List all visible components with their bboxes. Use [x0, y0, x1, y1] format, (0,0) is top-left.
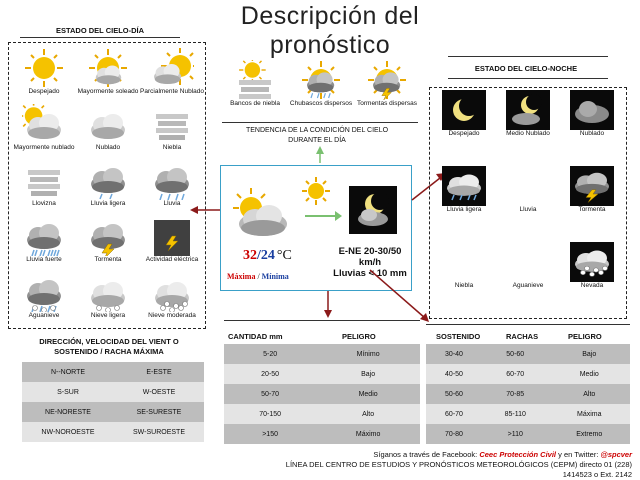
night-snow-icon [570, 242, 614, 282]
day-sky-item-label: Despejado [28, 88, 60, 95]
temp-min: 24 [260, 248, 275, 263]
table-cell: W-OESTE [142, 388, 176, 396]
night-rain-icon [506, 166, 550, 206]
footer-phone-line: LÍNEA DEL CENTRO DE ESTUDIOS Y PRONÓSTICOS METEOROLÓGICOS (CEPM) directo 01 (228) [285, 460, 632, 469]
trend-item-label: Chubascos dispersos [289, 100, 353, 107]
min-label: Mínima [261, 272, 289, 281]
day-sky-item-label: Actividad eléctrica [145, 256, 199, 263]
table-cell: Extremo [576, 430, 603, 438]
night-sky-item-label: Lluvia ligera [446, 206, 482, 213]
table-cell: 70-150 [259, 410, 282, 418]
table-cell: Bajo [582, 350, 597, 358]
trend-item-label: Tormentas dispersas [357, 100, 417, 107]
wind-danger-table [426, 344, 630, 444]
rain-rule [224, 320, 420, 321]
temp-sep: / [257, 248, 261, 263]
table-cell: 20-50 [261, 370, 280, 378]
table-row [426, 424, 630, 444]
day-sky-item-label: Parcialmente Nublado [140, 88, 204, 95]
wind-unit: km/h [358, 257, 382, 268]
table-row [426, 344, 630, 364]
day-sky-item-label: Nublado [95, 144, 121, 151]
day-sky-item-label: Niebla [162, 144, 182, 151]
night-sky-item-label: Lluvia [519, 206, 537, 213]
night-sky-item-label: Nublado [579, 130, 605, 137]
night-sky-item-label: Medio Nublado [506, 130, 550, 137]
night-sky-item [432, 242, 496, 290]
table-cell: Mínimo [356, 350, 380, 358]
rain-col-danger: PELIGRO [342, 332, 376, 341]
table-cell: SE-SURESTE [136, 408, 182, 416]
temp-unit: °C [276, 248, 292, 263]
max-label: Máxima [227, 272, 256, 281]
night-sky-item [560, 166, 624, 214]
day-sky-item-label: Llovizna [32, 200, 56, 207]
table-cell: NE-NORESTE [45, 408, 91, 416]
wind-col-gusts: RACHAS [506, 332, 539, 341]
table-cell: S-SUR [57, 388, 79, 396]
arrow-to-day-head [190, 206, 198, 214]
night-grid [432, 90, 624, 316]
table-cell: 5-20 [263, 350, 278, 358]
table-cell: 50-60 [506, 350, 525, 358]
table-row [224, 364, 420, 384]
table-row [426, 384, 630, 404]
table-cell: 50-60 [445, 390, 463, 398]
table-cell: >150 [262, 430, 278, 438]
wind-dir-header: DIRECCIÓN, VELOCIDAD DEL VIENT O SOSTENIDO / RACHA MÁXIMA [39, 337, 179, 356]
table-cell: Medio [579, 370, 599, 378]
night-sky-item-label: Niebla [454, 282, 474, 289]
page-title: Descripción del pronóstico [240, 2, 420, 59]
night-sky-item [432, 90, 496, 138]
table-row [22, 422, 204, 442]
table-cell: 70-85 [506, 390, 525, 398]
night-storm-icon [570, 166, 614, 206]
rain-line: Lluvias < 10 mm [333, 268, 407, 279]
table-row [224, 404, 420, 424]
night-sky-item [496, 90, 560, 138]
night-cloud-icon [570, 90, 614, 130]
facebook-link[interactable]: Ceec Protección Civil [479, 450, 557, 459]
day-sky-item-label: Tormenta [94, 256, 122, 263]
night-rule-bottom [448, 78, 608, 79]
night-sky-item [560, 90, 624, 138]
night-sky-item [560, 242, 624, 290]
table-row [426, 364, 630, 384]
day-sky-item-label: Nieve ligera [90, 312, 126, 319]
table-cell: Alto [362, 410, 375, 418]
table-cell: 30-40 [445, 350, 463, 358]
night-sky-item-label: Tormenta [578, 206, 606, 213]
table-row [224, 344, 420, 364]
table-cell: N--NORTE [50, 368, 86, 376]
night-sky-item [432, 166, 496, 214]
wind-col-sustained: SOSTENIDO [436, 332, 481, 341]
wind-direction-table [22, 362, 204, 442]
table-cell: E-ESTE [146, 368, 172, 376]
table-cell: Medio [358, 390, 378, 398]
table-cell: 50-70 [261, 390, 280, 398]
night-fog-icon [442, 242, 486, 282]
day-sky-item-label: Lluvia fuerte [26, 256, 62, 263]
table-row [22, 362, 204, 382]
table-cell: Alto [583, 390, 596, 398]
table-row [224, 384, 420, 404]
table-row [22, 402, 204, 422]
table-cell: 70-80 [445, 430, 463, 438]
table-row [426, 404, 630, 424]
day-sky-item-label: Mayormente nublado [13, 144, 75, 151]
day-sky-item-label: Lluvia [163, 200, 181, 207]
table-cell: 60-70 [445, 410, 463, 418]
temp-max: 32 [243, 248, 257, 263]
trend-caption: TENDENCIA DE LA CONDICIÓN DEL CIELO DURANTE EL DÍA [245, 127, 389, 144]
footer-social: Síganos a través de Facebook: Ceec Protección Civil y en Twitter: @spcver [373, 450, 632, 459]
arrow-to-trend-head [316, 146, 324, 154]
table-cell: 85-110 [504, 410, 526, 418]
rain-col-qty: CANTIDAD mm [228, 332, 283, 341]
table-cell: NW-NOROESTE [41, 428, 95, 436]
night-light-rain-icon [442, 166, 486, 206]
night-header: ESTADO DEL CIELO-NOCHE [474, 64, 578, 73]
wind-speed-rule [426, 324, 630, 325]
twitter-link[interactable]: @spcver [600, 450, 632, 459]
night-sky-item-label: Nevada [580, 282, 604, 289]
table-cell: >110 [507, 430, 523, 438]
night-sky-item [496, 166, 560, 214]
table-row [224, 424, 420, 444]
table-cell: Máximo [355, 430, 381, 438]
table-row [22, 382, 204, 402]
moon-cloud-icon [506, 90, 550, 130]
night-sky-item-label: Despejado [448, 130, 480, 137]
wind-line: E-NE 20-30/50 [338, 246, 402, 257]
table-cell: SW-SUROESTE [133, 428, 185, 436]
night-sky-item-label: Aguanieve [512, 282, 544, 289]
night-sleet-icon [506, 242, 550, 282]
table-cell: Bajo [361, 370, 376, 378]
night-sky-item [496, 242, 560, 290]
legend-slash: / [257, 272, 260, 281]
day-sky-item-label: Mayormente soleado [77, 88, 139, 95]
moon-icon [442, 90, 486, 130]
rain-danger-table [224, 344, 420, 444]
table-cell: Máxima [576, 410, 602, 418]
footer [160, 450, 632, 480]
table-cell: 40-50 [445, 370, 463, 378]
wind-col-danger: PELIGRO [568, 332, 602, 341]
footer-ext: 1414523 o Ext. 2142 [562, 470, 632, 479]
day-header: ESTADO DEL CIELO-DÍA [55, 26, 145, 35]
arrow-to-wind [370, 270, 425, 318]
night-rule-top [448, 56, 608, 57]
arrow-to-rain-head [324, 310, 332, 318]
day-sky-item-label: Nieve moderada [148, 312, 196, 319]
table-cell: 60-70 [506, 370, 525, 378]
day-sky-item-label: Aguanieve [28, 312, 60, 319]
trend-item-label: Bancos de niebla [230, 100, 280, 107]
day-sky-item-label: Lluvia ligera [90, 200, 126, 207]
